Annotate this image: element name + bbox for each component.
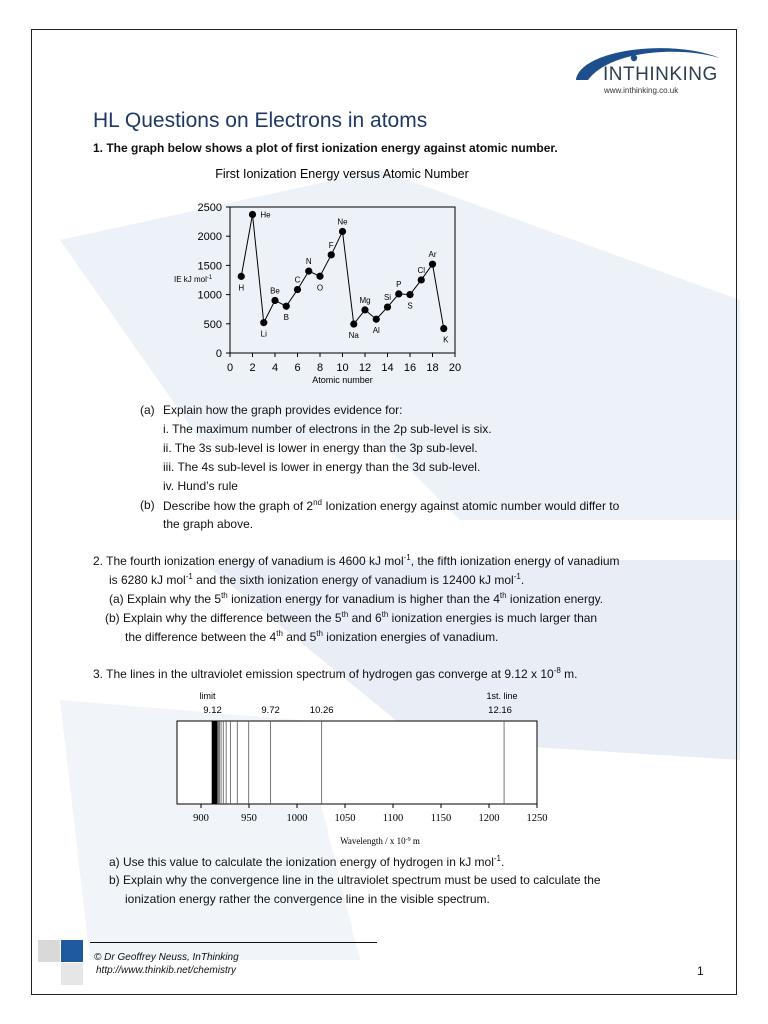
footer-square-blue (61, 940, 83, 962)
data-point-b (283, 303, 290, 310)
data-label-he: He (260, 210, 271, 220)
q2b: (b) Explain why the difference between the 5th and 6th ionization energies is much larger than (105, 610, 598, 625)
data-point-o (316, 273, 323, 280)
data-label-mg: Mg (359, 295, 371, 305)
spectrum-x-tick-label: 1100 (382, 813, 404, 824)
footer-url: http://www.thinkib.net/chemistry (96, 965, 237, 976)
data-label-ar: Ar (428, 250, 437, 260)
ionization-energy-chart (160, 160, 500, 390)
data-point-n (305, 268, 312, 275)
data-label-f: F (328, 240, 334, 250)
data-point-ne (339, 228, 346, 235)
data-point-h (238, 273, 245, 280)
q1a-text: Explain how the graph provides evidence for: (163, 403, 403, 417)
spectrum-value-label: 12.16 (488, 705, 512, 716)
y-axis-label: IE kJ mol$^{-1}$ (174, 275, 213, 284)
chart-title: First Ionization Energy versus Atomic Number (215, 167, 469, 181)
q3b-line2: ionization energy rather the convergence line in the visible spectrum. (125, 892, 490, 906)
x-tick-label: 12 (358, 362, 372, 374)
y-tick-label: 0 (215, 348, 222, 360)
spectrum-top-label: 1st. line (486, 691, 518, 701)
footer-rule (90, 942, 377, 943)
data-point-ar (429, 261, 436, 268)
data-point-na (350, 320, 357, 327)
data-label-ne: Ne (337, 217, 348, 227)
q3a: a) Use this value to calculate the ionization energy of hydrogen in kJ mol$^{-1}$. (109, 854, 505, 869)
data-point-li (260, 319, 267, 326)
data-point-si (384, 303, 391, 310)
spectrum-frame (177, 721, 537, 804)
footer-square-light (61, 963, 83, 985)
q3b-line1: b) Explain why the convergence line in the ultraviolet spectrum must be used to calculate the (109, 873, 601, 887)
q1a-label: (a) (140, 403, 155, 417)
data-point-s (406, 291, 413, 298)
q1b-text: Describe how the graph of 2nd Ionization energy against atomic number would differ to (163, 498, 620, 513)
spectrum-x-tick-label: 1150 (430, 813, 452, 824)
spectrum-x-tick-label: 1250 (526, 813, 548, 824)
data-label-o: O (316, 283, 324, 293)
x-tick-label: 4 (271, 362, 279, 374)
data-point-he (249, 211, 256, 218)
data-point-c (294, 286, 301, 293)
data-label-b: B (283, 313, 289, 323)
data-point-f (328, 251, 335, 258)
spectrum-x-tick-label: 1200 (478, 813, 500, 824)
x-tick-label: 14 (381, 362, 394, 374)
q1a-iv: iv. Hund’s rule (163, 479, 238, 493)
x-tick-label: 8 (316, 362, 324, 374)
q1b-line2: the graph above. (163, 517, 254, 531)
spectrum-x-tick-label: 1000 (286, 813, 308, 824)
q2b-line2: the difference between the 4th and 5th ionization energies of vanadium. (125, 629, 499, 644)
data-point-p (395, 290, 402, 297)
spectrum-value-label: 9.72 (261, 705, 280, 716)
spectrum-top-label: limit (199, 691, 216, 701)
y-tick-label: 1500 (197, 260, 222, 273)
data-label-cl: Cl (417, 265, 426, 275)
y-tick-label: 500 (203, 318, 222, 331)
data-label-si: Si (383, 293, 392, 303)
footer-author: © Dr Geoffrey Neuss, InThinking (94, 952, 239, 963)
data-point-cl (418, 276, 425, 283)
x-tick-label: 6 (294, 362, 301, 374)
data-label-h: H (238, 283, 245, 293)
x-tick-label: 10 (336, 362, 349, 374)
data-point-al (373, 316, 380, 323)
q1b-label: (b) (140, 498, 155, 512)
spectrum-x-tick-label: 900 (193, 813, 209, 824)
q2-line2: is 6280 kJ mol$^{-1}$ and the sixth ionization energy of vanadium is 12400 kJ mol$^{-1}$. (109, 572, 525, 587)
data-label-c: C (294, 275, 301, 285)
data-label-k: K (443, 335, 449, 345)
q1-intro: 1. The graph below shows a plot of first ionization energy against atomic number. (93, 141, 558, 155)
page-number: 1 (697, 964, 704, 978)
q1a-ii: ii. The 3s sub-level is lower in energy than the 3p sub-level. (163, 441, 478, 455)
data-label-li: Li (260, 329, 267, 339)
logo-url: www.inthinking.co.uk (604, 86, 679, 95)
data-label-n: N (305, 257, 312, 267)
page-title: HL Questions on Electrons in atoms (93, 109, 428, 132)
x-tick-label: 0 (226, 362, 234, 374)
q1a-i: i. The maximum number of electrons in the 2p sub-level is six. (163, 422, 492, 436)
spectrum-x-axis-label: Wavelength / x $10^{-9}$ m (340, 836, 420, 846)
y-tick-label: 1000 (197, 289, 222, 302)
x-tick-label: 2 (249, 362, 256, 374)
data-label-na: Na (348, 331, 359, 341)
data-label-p: P (396, 279, 402, 289)
logo-text: INTHINKING (603, 64, 718, 85)
spectrum-value-label: 10.26 (309, 705, 334, 716)
spectrum-x-tick-label: 1050 (334, 813, 356, 824)
hydrogen-spectrum-chart (170, 685, 550, 850)
data-point-k (440, 325, 447, 332)
x-tick-label: 20 (448, 362, 462, 374)
q2a: (a) Explain why the 5th ionization energy for vanadium is higher than the 4th ionization energy. (109, 591, 604, 606)
y-tick-label: 2500 (197, 202, 222, 214)
data-label-be: Be (270, 286, 280, 296)
data-label-s: S (407, 301, 413, 311)
x-tick-label: 18 (426, 362, 439, 374)
data-label-al: Al (372, 326, 380, 336)
spectrum-value-label: 9.12 (203, 705, 222, 716)
footer-square-grey (38, 940, 60, 962)
data-point-mg (361, 306, 368, 313)
q1a-iii: iii. The 4s sub-level is lower in energy than the 3d sub-level. (163, 460, 481, 474)
y-tick-label: 2000 (197, 231, 222, 244)
x-axis-label: Atomic number (312, 375, 373, 385)
q3-intro: 3. The lines in the ultraviolet emission spectrum of hydrogen gas converge at 9.12 x $10^{-8}$ m. (93, 666, 578, 681)
x-tick-label: 16 (403, 362, 417, 374)
data-point-be (271, 297, 278, 304)
q2-line1: 2. The fourth ionization energy of vanadium is 4600 kJ mol$^{-1}$, the fifth ionization energy of vanadium (93, 553, 620, 568)
spectrum-x-tick-label: 950 (241, 813, 257, 824)
